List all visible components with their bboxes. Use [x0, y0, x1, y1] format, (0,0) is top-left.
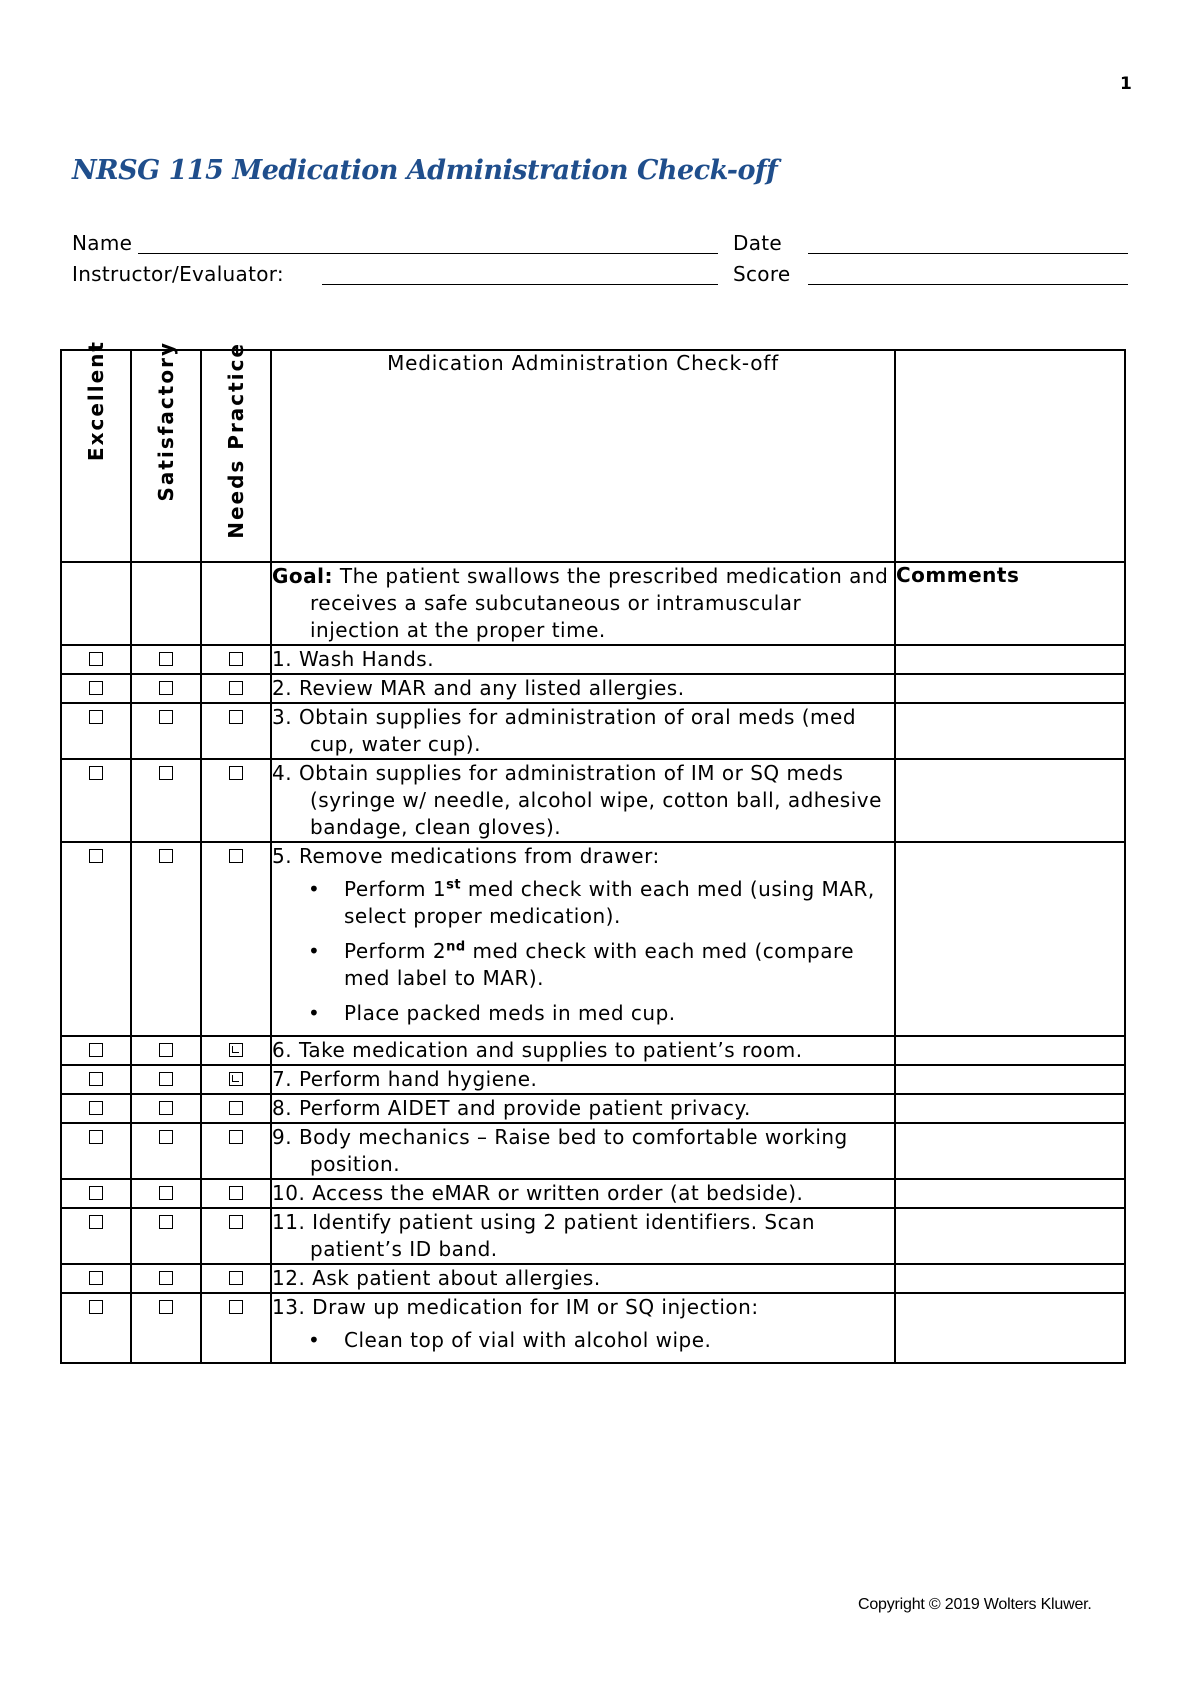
excellent-checkbox[interactable]	[89, 1215, 103, 1229]
sub-step-list	[272, 1327, 894, 1354]
step-text: 10. Access the eMAR or written order (at bedside).	[272, 1181, 804, 1205]
needs-practice-checkbox[interactable]	[229, 1043, 243, 1057]
excellent-label: Excellent	[84, 339, 108, 461]
step-cell	[271, 842, 895, 1036]
satisfactory-checkbox[interactable]	[159, 1130, 173, 1144]
step-cell	[271, 1264, 895, 1293]
sub-step-text: Perform 2	[344, 939, 447, 963]
excellent-checkbox[interactable]	[89, 1186, 103, 1200]
needs-practice-checkbox[interactable]	[229, 1130, 243, 1144]
step-row	[61, 1036, 1125, 1065]
step-cell	[271, 759, 895, 842]
needs-practice-checkbox[interactable]	[229, 766, 243, 780]
rating-cell-excellent	[61, 1094, 131, 1123]
satisfactory-checkbox[interactable]	[159, 1271, 173, 1285]
needs-practice-checkbox[interactable]	[229, 710, 243, 724]
satisfactory-checkbox[interactable]	[159, 652, 173, 666]
step-row	[61, 1179, 1125, 1208]
score-field[interactable]	[733, 262, 791, 286]
satisfactory-checkbox[interactable]	[159, 1215, 173, 1229]
sub-step	[308, 1000, 894, 1027]
step-text: 12. Ask patient about allergies.	[272, 1266, 601, 1290]
rating-cell-needs-practice	[201, 842, 271, 1036]
step-row	[61, 645, 1125, 674]
needs-practice-checkbox[interactable]	[229, 849, 243, 863]
comment-cell[interactable]	[895, 842, 1125, 1036]
rating-cell-needs-practice	[201, 1264, 271, 1293]
satisfactory-checkbox[interactable]	[159, 766, 173, 780]
excellent-checkbox[interactable]	[89, 1072, 103, 1086]
date-field[interactable]	[733, 231, 782, 255]
satisfactory-label: Satisfactory	[154, 340, 178, 501]
score-label: Score	[733, 262, 791, 286]
comment-cell[interactable]	[895, 759, 1125, 842]
satisfactory-checkbox[interactable]	[159, 710, 173, 724]
comment-cell[interactable]	[895, 1123, 1125, 1179]
page-title: NRSG 115 Medication Administration Check-off	[72, 155, 778, 186]
satisfactory-checkbox[interactable]	[159, 1043, 173, 1057]
satisfactory-checkbox[interactable]	[159, 1101, 173, 1115]
excellent-checkbox[interactable]	[89, 1300, 103, 1314]
comment-cell[interactable]	[895, 1065, 1125, 1094]
rating-cell-needs-practice	[201, 1179, 271, 1208]
rating-header-excellent	[61, 339, 131, 562]
step-cell	[271, 1065, 895, 1094]
rating-cell-satisfactory	[131, 1179, 201, 1208]
sub-step-text: med check with each med (using MAR, select proper medication).	[344, 877, 875, 928]
rating-cell-excellent	[61, 1036, 131, 1065]
excellent-checkbox[interactable]	[89, 681, 103, 695]
satisfactory-checkbox[interactable]	[159, 1186, 173, 1200]
comment-cell[interactable]	[895, 1094, 1125, 1123]
needs-practice-checkbox[interactable]	[229, 1186, 243, 1200]
rating-cell-needs-practice	[201, 759, 271, 842]
instructor-label: Instructor/Evaluator:	[72, 262, 284, 286]
step-text: 9. Body mechanics – Raise bed to comfortable working position.	[272, 1125, 848, 1176]
step-cell	[271, 1123, 895, 1179]
rating-cell-satisfactory	[131, 1036, 201, 1065]
needs-practice-checkbox[interactable]	[229, 1215, 243, 1229]
ordinal-suffix: st	[446, 877, 462, 893]
rating-cell-needs-practice	[201, 674, 271, 703]
satisfactory-checkbox[interactable]	[159, 1072, 173, 1086]
sub-step	[308, 1327, 894, 1354]
excellent-checkbox[interactable]	[89, 849, 103, 863]
rating-cell-needs-practice	[201, 1208, 271, 1264]
rating-cell-excellent	[61, 674, 131, 703]
goal-cell	[271, 562, 895, 645]
rating-cell-needs-practice	[201, 703, 271, 759]
step-cell	[271, 1293, 895, 1363]
step-row	[61, 1065, 1125, 1094]
step-row	[61, 703, 1125, 759]
rating-header-needs-practice	[201, 342, 271, 562]
goal-blank-cell	[131, 562, 201, 645]
rating-cell-excellent	[61, 703, 131, 759]
rating-cell-excellent	[61, 1179, 131, 1208]
rating-cell-excellent	[61, 1293, 131, 1363]
step-text: 11. Identify patient using 2 patient identifiers. Scan patient’s ID band.	[272, 1210, 816, 1261]
sub-step	[308, 876, 894, 930]
step-cell	[271, 1036, 895, 1065]
rating-cell-excellent	[61, 842, 131, 1036]
excellent-checkbox[interactable]	[89, 1130, 103, 1144]
excellent-checkbox[interactable]	[89, 652, 103, 666]
goal-text: The patient swallows the prescribed medication and receives a safe subcutaneous or intramuscular injection at the proper time.	[310, 564, 889, 642]
step-text: 2. Review MAR and any listed allergies.	[272, 676, 685, 700]
header-row	[61, 350, 1125, 562]
page-number: 1	[1120, 74, 1132, 94]
excellent-checkbox[interactable]	[89, 1101, 103, 1115]
comment-cell[interactable]	[895, 1293, 1125, 1363]
needs-practice-checkbox[interactable]	[229, 1271, 243, 1285]
rating-cell-satisfactory	[131, 1123, 201, 1179]
rating-cell-needs-practice	[201, 1036, 271, 1065]
needs-practice-checkbox[interactable]	[229, 652, 243, 666]
rating-cell-needs-practice	[201, 645, 271, 674]
step-row	[61, 1264, 1125, 1293]
checklist-heading: Medication Administration Check-off	[271, 350, 895, 562]
rating-cell-excellent	[61, 1264, 131, 1293]
step-cell	[271, 674, 895, 703]
header-blank-cell	[895, 350, 1125, 562]
sub-step-list	[272, 876, 894, 1027]
comment-cell[interactable]	[895, 1179, 1125, 1208]
step-row	[61, 674, 1125, 703]
rating-cell-excellent	[61, 1123, 131, 1179]
step-rows	[61, 645, 1125, 1363]
name-label: Name	[72, 231, 133, 255]
comment-cell[interactable]	[895, 674, 1125, 703]
rating-cell-excellent	[61, 1208, 131, 1264]
needs-practice-checkbox[interactable]	[229, 1072, 243, 1086]
needs-practice-checkbox[interactable]	[229, 681, 243, 695]
step-text: 5. Remove medications from drawer:	[272, 844, 660, 868]
step-cell	[271, 645, 895, 674]
comment-cell[interactable]	[895, 645, 1125, 674]
step-text: 6. Take medication and supplies to patient’s room.	[272, 1038, 803, 1062]
rating-cell-needs-practice	[201, 1293, 271, 1363]
rating-cell-excellent	[61, 759, 131, 842]
step-text: 8. Perform AIDET and provide patient privacy.	[272, 1096, 751, 1120]
satisfactory-checkbox[interactable]	[159, 849, 173, 863]
rating-cell-satisfactory	[131, 842, 201, 1036]
sub-step-text: Clean top of vial with alcohol wipe.	[344, 1328, 712, 1352]
rating-cell-satisfactory	[131, 1264, 201, 1293]
date-line[interactable]	[808, 253, 1128, 254]
comment-cell[interactable]	[895, 1036, 1125, 1065]
step-row	[61, 842, 1125, 1036]
needs-practice-checkbox[interactable]	[229, 1300, 243, 1314]
excellent-checkbox[interactable]	[89, 710, 103, 724]
comment-cell[interactable]	[895, 703, 1125, 759]
score-line[interactable]	[808, 284, 1128, 285]
excellent-checkbox[interactable]	[89, 1043, 103, 1057]
rating-cell-satisfactory	[131, 1094, 201, 1123]
rating-cell-excellent	[61, 1065, 131, 1094]
goal-label: Goal:	[272, 564, 334, 588]
step-text: 3. Obtain supplies for administration of oral meds (med cup, water cup).	[272, 705, 857, 756]
date-label: Date	[733, 231, 783, 255]
step-row	[61, 1094, 1125, 1123]
goal-blank-cell	[61, 562, 131, 645]
instructor-line[interactable]	[322, 284, 718, 285]
rating-cell-needs-practice	[201, 1094, 271, 1123]
needs-practice-checkbox[interactable]	[229, 1101, 243, 1115]
step-row	[61, 1123, 1125, 1179]
rating-cell-excellent	[61, 645, 131, 674]
excellent-checkbox[interactable]	[89, 1271, 103, 1285]
step-text: 7. Perform hand hygiene.	[272, 1067, 538, 1091]
step-text: 4. Obtain supplies for administration of IM or SQ meds (syringe w/ needle, alcohol wipe, cotton ball, adhesive bandage, clean gloves).	[272, 761, 882, 839]
goal-row	[61, 562, 1125, 645]
rating-cell-needs-practice	[201, 1065, 271, 1094]
sub-step	[308, 938, 894, 992]
goal-blank-cell	[201, 562, 271, 645]
step-cell	[271, 1094, 895, 1123]
excellent-checkbox[interactable]	[89, 766, 103, 780]
sub-step-text: med check with each med (compare med label to MAR).	[344, 939, 855, 990]
step-cell	[271, 1179, 895, 1208]
checkoff-table	[60, 339, 1126, 1364]
sub-step-text: Perform 1	[344, 877, 447, 901]
rating-cell-satisfactory	[131, 645, 201, 674]
rating-cell-satisfactory	[131, 674, 201, 703]
rating-cell-satisfactory	[131, 759, 201, 842]
name-line[interactable]	[138, 253, 718, 254]
satisfactory-checkbox[interactable]	[159, 681, 173, 695]
rating-cell-satisfactory	[131, 1208, 201, 1264]
copyright: Copyright © 2019 Wolters Kluwer.	[858, 1596, 1092, 1613]
comments-header: Comments	[895, 562, 1125, 645]
step-text: 13. Draw up medication for IM or SQ injection:	[272, 1295, 759, 1319]
rating-cell-satisfactory	[131, 703, 201, 759]
rating-cell-needs-practice	[201, 1123, 271, 1179]
needs-practice-label: Needs Practice	[224, 342, 248, 539]
step-cell	[271, 703, 895, 759]
step-text: 1. Wash Hands.	[272, 647, 435, 671]
rating-header-satisfactory	[131, 340, 201, 562]
satisfactory-checkbox[interactable]	[159, 1300, 173, 1314]
ordinal-suffix: nd	[446, 939, 466, 955]
sub-step-text: Place packed meds in med cup.	[344, 1001, 676, 1025]
step-row	[61, 759, 1125, 842]
name-field[interactable]	[72, 231, 132, 255]
step-row	[61, 1293, 1125, 1363]
step-row	[61, 1208, 1125, 1264]
step-cell	[271, 1208, 895, 1264]
instructor-field[interactable]	[72, 262, 284, 286]
comment-cell[interactable]	[895, 1264, 1125, 1293]
comment-cell[interactable]	[895, 1208, 1125, 1264]
rating-cell-satisfactory	[131, 1065, 201, 1094]
rating-cell-satisfactory	[131, 1293, 201, 1363]
